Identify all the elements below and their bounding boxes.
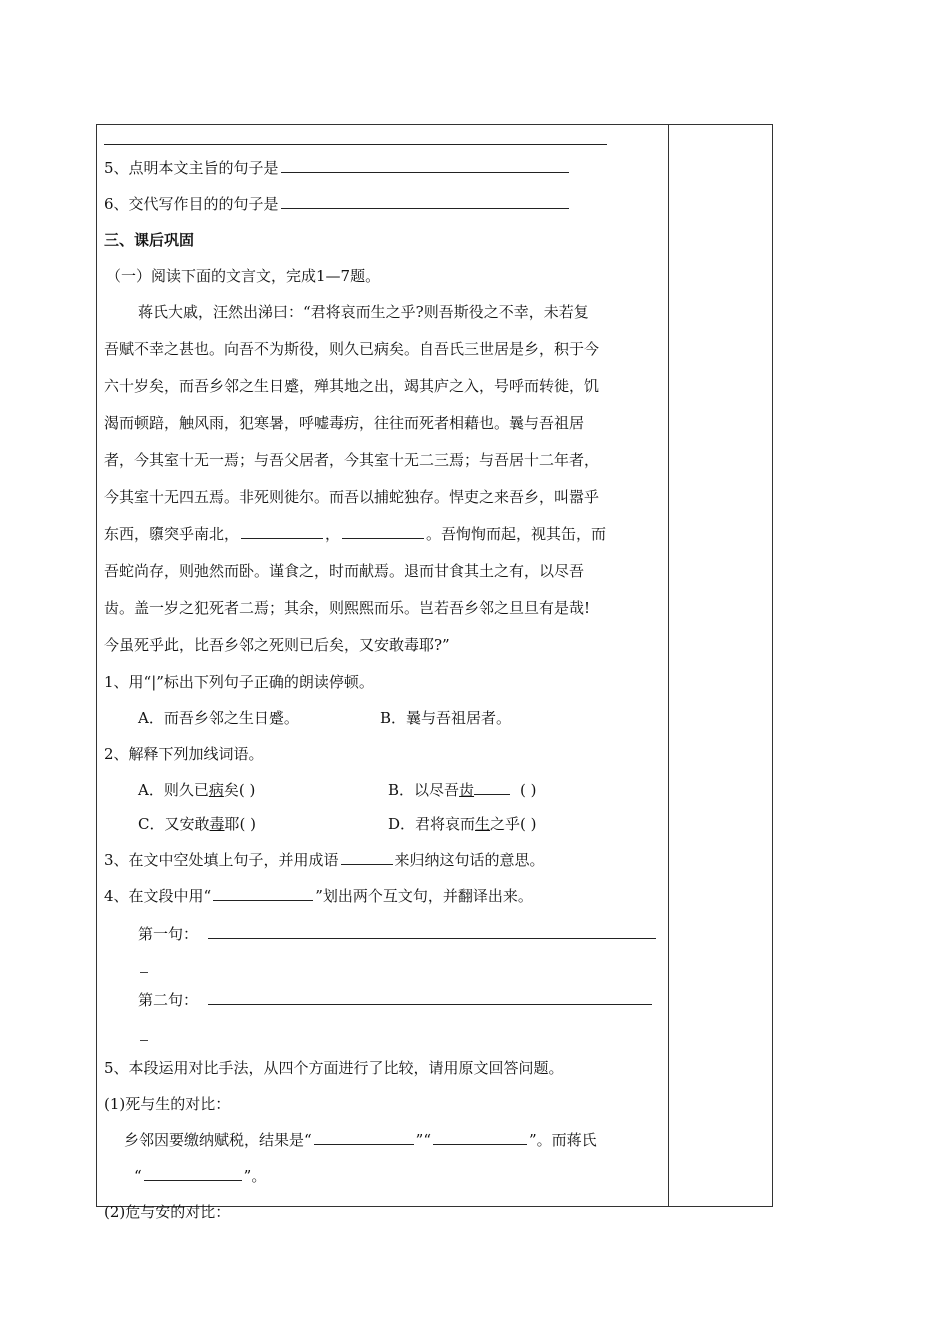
answer-blank[interactable] [281,194,569,209]
question-4: 4、在文段中用“ ”划出两个互文句，并翻译出来。 [104,887,533,905]
fill-blank[interactable] [241,524,323,539]
question-2: 2、解释下列加线词语。 [104,745,264,763]
question-2-option-c: C．又安敢毒耶( ) [138,815,256,833]
passage-line: 吾蛇尚存，则弛然而卧。谨食之，时而献焉。退而甘食其土之有，以尽吾 [104,562,585,580]
question-2-option-a: A．则久已病矣( ) [138,781,256,799]
contrast-1-text: 乡邻因要缴纳赋税，结果是“ ”“ ”。而蒋氏 [124,1131,597,1149]
passage-line: 六十岁矣，而吾乡邻之生日蹙，殚其地之出，竭其庐之入，号呼而转徙，饥 [104,377,600,395]
answer-line-top [104,144,607,145]
passage-line: 者，今其室十无一焉；与吾父居者，今其室十无二三焉；与吾居十二年者， [104,451,600,469]
reading-intro: （一）阅读下面的文言文，完成1—7题。 [106,267,381,285]
answer-blank[interactable] [281,158,569,173]
answer-blank[interactable] [314,1130,414,1145]
line-continuation [140,972,148,973]
question-6-purpose: 6、交代写作目的的句子是 [104,194,571,214]
contrast-1-heading: (1)死与生的对比： [104,1095,231,1113]
passage-line: 渴而顿踣，触风雨，犯寒暑，呼嘘毒疠，往往而死者相藉也。曩与吾祖居 [104,414,585,432]
line-continuation [140,1040,148,1041]
table-column-divider [668,124,669,1207]
passage-line: 今其室十无四五焉。非死则徙尔。而吾以捕蛇独存。悍吏之来吾乡，叫嚣乎 [104,488,600,506]
answer-blank[interactable] [433,1130,527,1145]
mark-sample [213,886,313,901]
translation-blank[interactable] [208,924,656,939]
answer-blank[interactable] [144,1166,242,1181]
question-5-theme: 5、点明本文主旨的句子是 [104,158,571,178]
question-2-option-b: B．以尽吾齿 ( ) [388,781,537,799]
table-frame [96,124,773,1207]
fill-blank[interactable] [342,524,424,539]
passage-line: 今虽死乎此，比吾乡邻之死则已后矣，又安敢毒耶?” [104,636,450,654]
passage-line-with-blanks: 东西，隳突乎南北， ， 。吾恂恂而起，视其缶，而 [104,525,607,543]
contrast-1-text-cont: “ ”。 [134,1167,267,1185]
question-1-option-a: A．而吾乡邻之生日蹙。 [138,709,299,727]
question-1-option-b: B．曩与吾祖居者。 [380,709,512,727]
question-1: 1、用“|”标出下列句子正确的朗读停顿。 [104,673,374,691]
contrast-2-heading: (2)危与安的对比： [104,1203,231,1221]
translation-second: 第二句： [138,990,654,1010]
idiom-blank[interactable] [341,850,393,865]
translation-first: 第一句： [138,924,658,944]
question-5-contrast: 5、本段运用对比手法，从四个方面进行了比较，请用原文回答问题。 [104,1059,564,1077]
passage-line: 齿。盖一岁之犯死者二焉；其余，则熙熙而乐。岂若吾乡邻之旦旦有是哉! [104,599,591,617]
passage-line: 吾赋不幸之甚也。向吾不为斯役，则久已病矣。自吾氏三世居是乡，积于今 [104,340,600,358]
passage-line: 蒋氏大戚，汪然出涕曰：“君将哀而生之乎?则吾斯役之不幸，未若复 [138,303,589,321]
question-3: 3、在文中空处填上句子，并用成语 来归纳这句话的意思。 [104,851,545,869]
translation-blank[interactable] [208,990,652,1005]
section-heading: 三、课后巩固 [104,231,195,249]
question-2-option-d: D．君将哀而生之乎( ) [388,815,537,833]
